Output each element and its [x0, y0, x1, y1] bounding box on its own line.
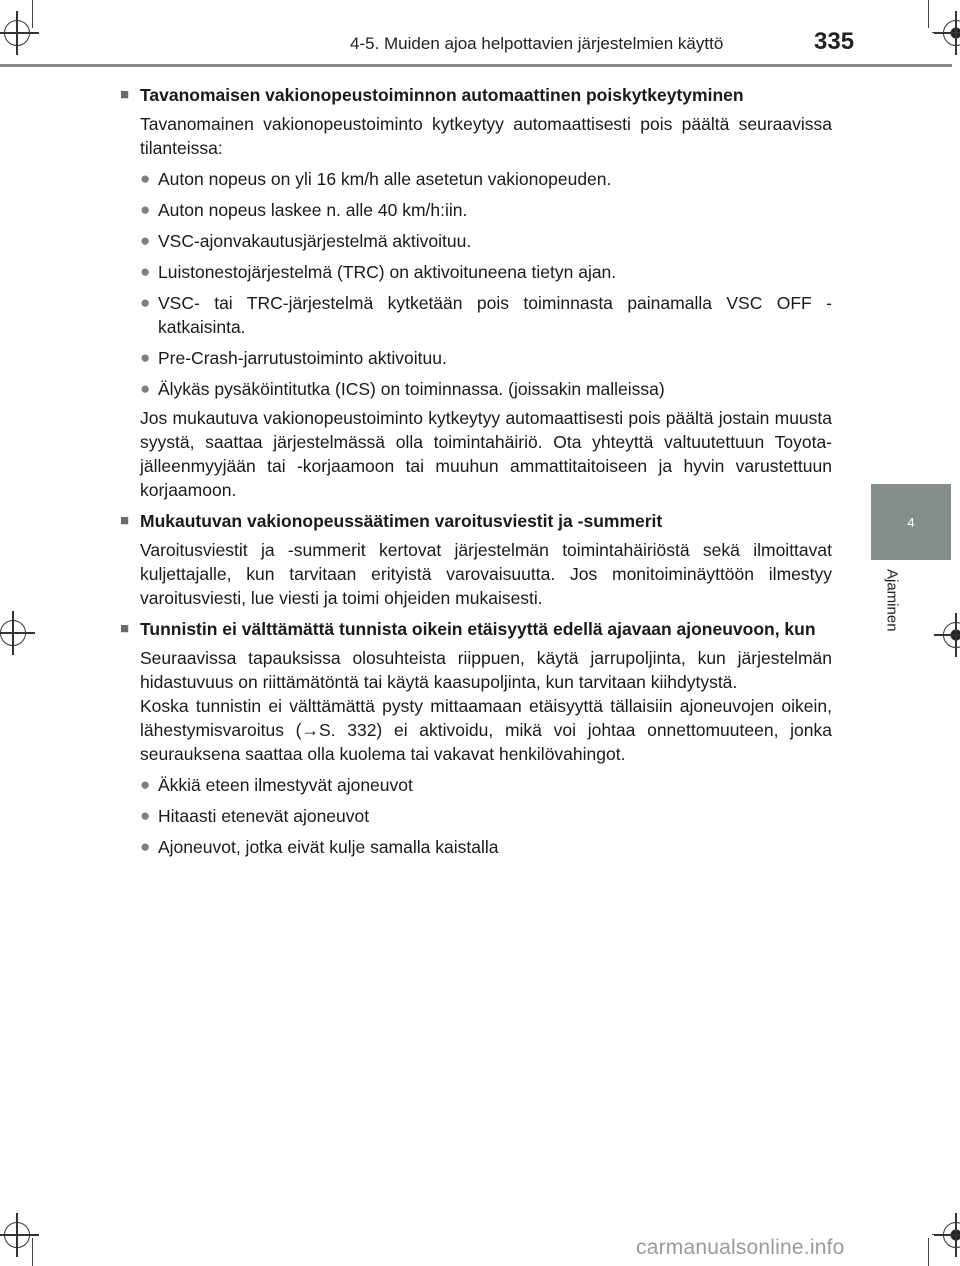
bullet-dot-icon: ●	[140, 231, 151, 250]
list-item-text: Älykäs pysäköintitutka (ICS) on toiminnassa. (joissakin malleissa)	[158, 379, 665, 399]
list-item	[140, 804, 832, 828]
registration-mark-icon	[943, 622, 960, 648]
chapter-label	[872, 540, 912, 660]
bullet-dot-icon: ●	[140, 837, 151, 856]
registration-mark-icon	[943, 20, 960, 46]
heading-square-icon: ■	[120, 620, 130, 637]
list-item	[140, 260, 832, 284]
running-header-section: 4-5. Muiden ajoa helpottavien järjestelmien käyttö	[350, 34, 724, 53]
paragraph: Seuraavissa tapauksissa olosuhteista riippuen, käytä jarrupoljinta, kun järjestelmän hidastuvuus on riittämätöntä tai käytä kaasupoljinta, kun tarvitaan kiihdytystä.	[140, 648, 832, 692]
heading-text: Tunnistin ei välttämättä tunnista oikein etäisyyttä edellä ajavaan ajoneuvoon, kun	[140, 619, 816, 639]
heading-square-icon: ■	[120, 512, 130, 529]
bullet-dot-icon: ●	[140, 348, 151, 367]
registration-mark-icon	[4, 20, 30, 46]
list-item	[140, 346, 832, 370]
heading-text: Mukautuvan vakionopeussäätimen varoitusviestit ja -summerit	[140, 511, 663, 531]
header-rule	[0, 64, 952, 67]
list-item	[140, 377, 832, 401]
bullet-dot-icon: ●	[140, 293, 151, 312]
section-heading	[120, 509, 832, 533]
heading-text: Tavanomaisen vakionopeustoiminnon automaattinen poiskytkeytyminen	[140, 85, 744, 105]
paragraph: Varoitusviestit ja -summerit kertovat järjestelmän toimintahäiriöstä sekä ilmoittavat kuljettajalle, kun tarvitaan erityistä varovaisuutta. Jos monitoiminäyttöön ilmestyy varoitusviesti, lue viesti ja toimi ohjeiden mukaisesti.	[140, 540, 832, 608]
bullet-dot-icon: ●	[140, 775, 151, 794]
paragraph: Koska tunnistin ei välttämättä pysty mittaamaan etäisyyttä tällaisiin ajoneuvojen oikein, lähestymisvaroitus (→S. 332) ei aktivoidu, mikä voi johtaa onnettomuuteen, jonka seurauksena saattaa olla kuolema tai vakavat henkilövahingot.	[140, 696, 832, 764]
list-item	[140, 229, 832, 253]
bullet-dot-icon: ●	[140, 262, 151, 281]
list-item-text: Hitaasti etenevät ajoneuvot	[158, 806, 370, 826]
watermark: carmanualsonline.info	[636, 1236, 845, 1259]
bullet-dot-icon: ●	[140, 379, 151, 398]
list-item-text: Auton nopeus on yli 16 km/h alle asetetun vakionopeuden.	[158, 169, 612, 189]
list-item-text: VSC-ajonvakautusjärjestelmä aktivoituu.	[158, 231, 472, 251]
paragraph: Tavanomainen vakionopeustoiminto kytkeytyy automaattisesti pois päältä seuraavissa tilanteissa:	[140, 114, 832, 158]
list-item-text: Auton nopeus laskee n. alle 40 km/h:iin.	[158, 200, 468, 220]
list-item-text: Luistonestojärjestelmä (TRC) on aktivoituneena tietyn ajan.	[158, 262, 617, 282]
registration-mark-icon	[943, 1222, 960, 1248]
crop-mark	[928, 1238, 929, 1266]
list-item-text: Pre-Crash-jarrutustoiminto aktivoituu.	[158, 348, 447, 368]
list-item-text: Ajoneuvot, jotka eivät kulje samalla kaistalla	[158, 837, 499, 857]
chapter-number: 4	[907, 514, 915, 530]
bullet-dot-icon: ●	[140, 169, 151, 188]
page-number: 335	[814, 28, 855, 55]
bullet-dot-icon: ●	[140, 806, 151, 825]
chapter-label-text: Ajaminen	[883, 568, 901, 632]
list-item	[140, 198, 832, 222]
section-heading	[120, 83, 832, 107]
crop-mark	[928, 0, 929, 28]
registration-mark-icon	[0, 620, 26, 646]
list-item	[140, 773, 832, 797]
list-item-text: Äkkiä eteen ilmestyvät ajoneuvot	[158, 775, 413, 795]
crop-mark	[32, 1238, 33, 1266]
section-heading	[120, 617, 832, 641]
list-item	[140, 167, 832, 191]
crop-mark	[32, 0, 33, 28]
heading-square-icon: ■	[120, 86, 130, 103]
list-item	[140, 835, 832, 859]
bullet-dot-icon: ●	[140, 200, 151, 219]
list-item-text: VSC- tai TRC-järjestelmä kytketään pois toiminnasta painamalla VSC OFF -katkaisinta.	[158, 293, 832, 337]
registration-mark-icon	[4, 1222, 30, 1248]
paragraph: Jos mukautuva vakionopeustoiminto kytkeytyy automaattisesti pois päältä jostain muusta syystä, saattaa järjestelmässä olla toimintahäiriö. Ota yhteyttä valtuutettuun Toyota-jälleenmyyjään tai -korjaamoon tai muuhun ammattitaitoiseen ja hyvin varustettuun korjaamoon.	[140, 408, 832, 500]
list-item	[140, 291, 832, 339]
page-content	[120, 76, 832, 859]
